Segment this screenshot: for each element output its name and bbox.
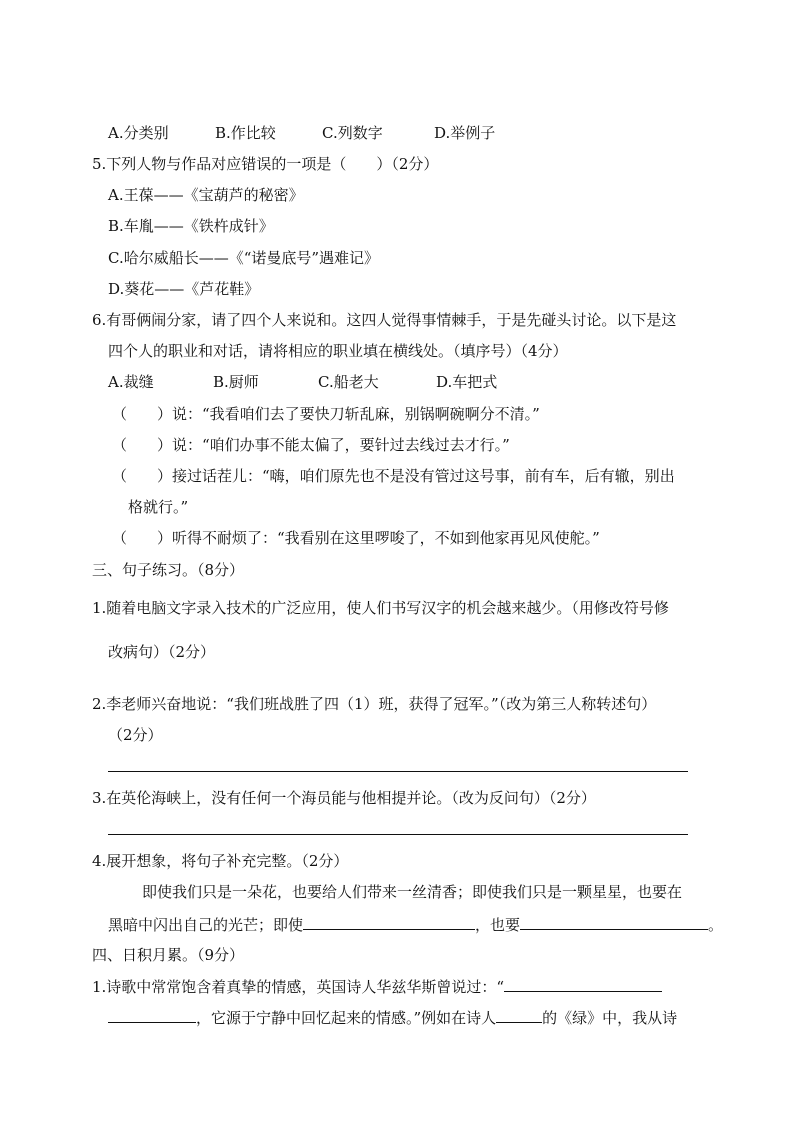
s3-q4: 4.展开想象，将句子补充完整。（2分） [92, 852, 349, 870]
s4-q1-blank-poet[interactable] [496, 1006, 542, 1023]
q6-stem-line1: 6.有哥俩闹分家，请了四个人来说和。这四人觉得事情棘手，于是先碰头讨论。以下是这 [92, 311, 677, 329]
q6-blank-4[interactable]: （ ） [112, 529, 173, 547]
section3-heading: 三、句子练习。（8分） [92, 561, 245, 579]
q6-option-d: D.车把式 [436, 373, 498, 391]
s3-q1-line2: 改病句）（2分） [108, 643, 216, 661]
q4-options [108, 122, 495, 144]
q6-options [108, 371, 497, 393]
s4-q1-line2: ，它源于宁静中回忆起来的情感。”例如在诗人 的《绿》中，我从诗 [108, 1006, 677, 1028]
s3-q4-text2: 黑暗中闪出自己的光芒；即使 ，也要 。 [108, 913, 723, 935]
s3-q3: 3.在英伦海峡上，没有任何一个海员能与他相提并论。（改为反问句）（2分） [92, 789, 596, 807]
q6-option-c: C.船老大 [318, 373, 379, 391]
s3-q4-blank-1[interactable] [303, 913, 475, 930]
section4-heading: 四、日积月累。（9分） [92, 946, 245, 964]
q4-option-b: B.作比较 [215, 124, 276, 142]
s3-q1-line1: 1.随着电脑文字录入技术的广泛应用，使人们书写汉字的机会越来越少。（用修改符号修 [92, 599, 669, 617]
q5-option-b: B.车胤——《铁杵成针》 [108, 217, 274, 235]
q6-stem-line2: 四个人的职业和对话，请将相应的职业填在横线处。（填序号）（4分） [108, 342, 568, 360]
q6-dialogue-4: （ ）听得不耐烦了：“我看别在这里啰唆了，不如到他家再见风使舵。” [112, 529, 600, 547]
s4-q1-line1: 1.诗歌中常常饱含着真挚的情感，英国诗人华兹华斯曾说过：“ [92, 975, 662, 997]
q6-option-a: A.裁缝 [108, 373, 154, 391]
q6-dialogue-1: （ ）说：“我看咱们去了要快刀斩乱麻，别锅啊碗啊分不清。” [112, 405, 540, 423]
q6-option-b: B.厨师 [213, 373, 259, 391]
q6-dialogue-2: （ ）说：“咱们办事不能太偏了，要针过去线过去才行。” [112, 436, 510, 454]
s3-q2-line2: （2分） [108, 726, 163, 744]
q6-blank-3[interactable]: （ ） [112, 467, 173, 485]
q5-option-a: A.王葆——《宝葫芦的秘密》 [108, 186, 304, 204]
q6-blank-2[interactable]: （ ） [112, 436, 173, 454]
s3-q3-answer-line[interactable] [108, 834, 688, 835]
q6-dialogue-3: （ ）接过话茬儿：“嗨，咱们原先也不是没有管过这号事，前有车，后有辙，别出 [112, 467, 675, 485]
q6-dialogue-3-cont: 格就行。” [128, 498, 189, 516]
q5-option-d: D.葵花——《芦花鞋》 [108, 280, 260, 298]
q4-option-d: D.举例子 [434, 124, 496, 142]
s4-q1-blank-quote-cont[interactable] [108, 1006, 196, 1023]
s3-q2-line1: 2.李老师兴奋地说：“我们班战胜了四（1）班，获得了冠军。”（改为第三人称转述句） [92, 695, 657, 713]
q4-option-c: C.列数字 [322, 124, 383, 142]
s3-q2-answer-line[interactable] [108, 771, 688, 772]
q5-stem: 5.下列人物与作品对应错误的一项是（ ）（2分） [92, 155, 439, 173]
s4-q1-blank-quote[interactable] [504, 975, 662, 992]
q5-option-c: C.哈尔威船长——《“诺曼底号”遇难记》 [108, 249, 380, 267]
s3-q4-blank-2[interactable] [520, 913, 708, 930]
s3-q4-text1: 即使我们只是一朵花，也要给人们带来一丝清香；即使我们只是一颗星星，也要在 [142, 883, 683, 901]
q4-option-a: A.分类别 [108, 124, 169, 142]
q6-blank-1[interactable]: （ ） [112, 405, 173, 423]
